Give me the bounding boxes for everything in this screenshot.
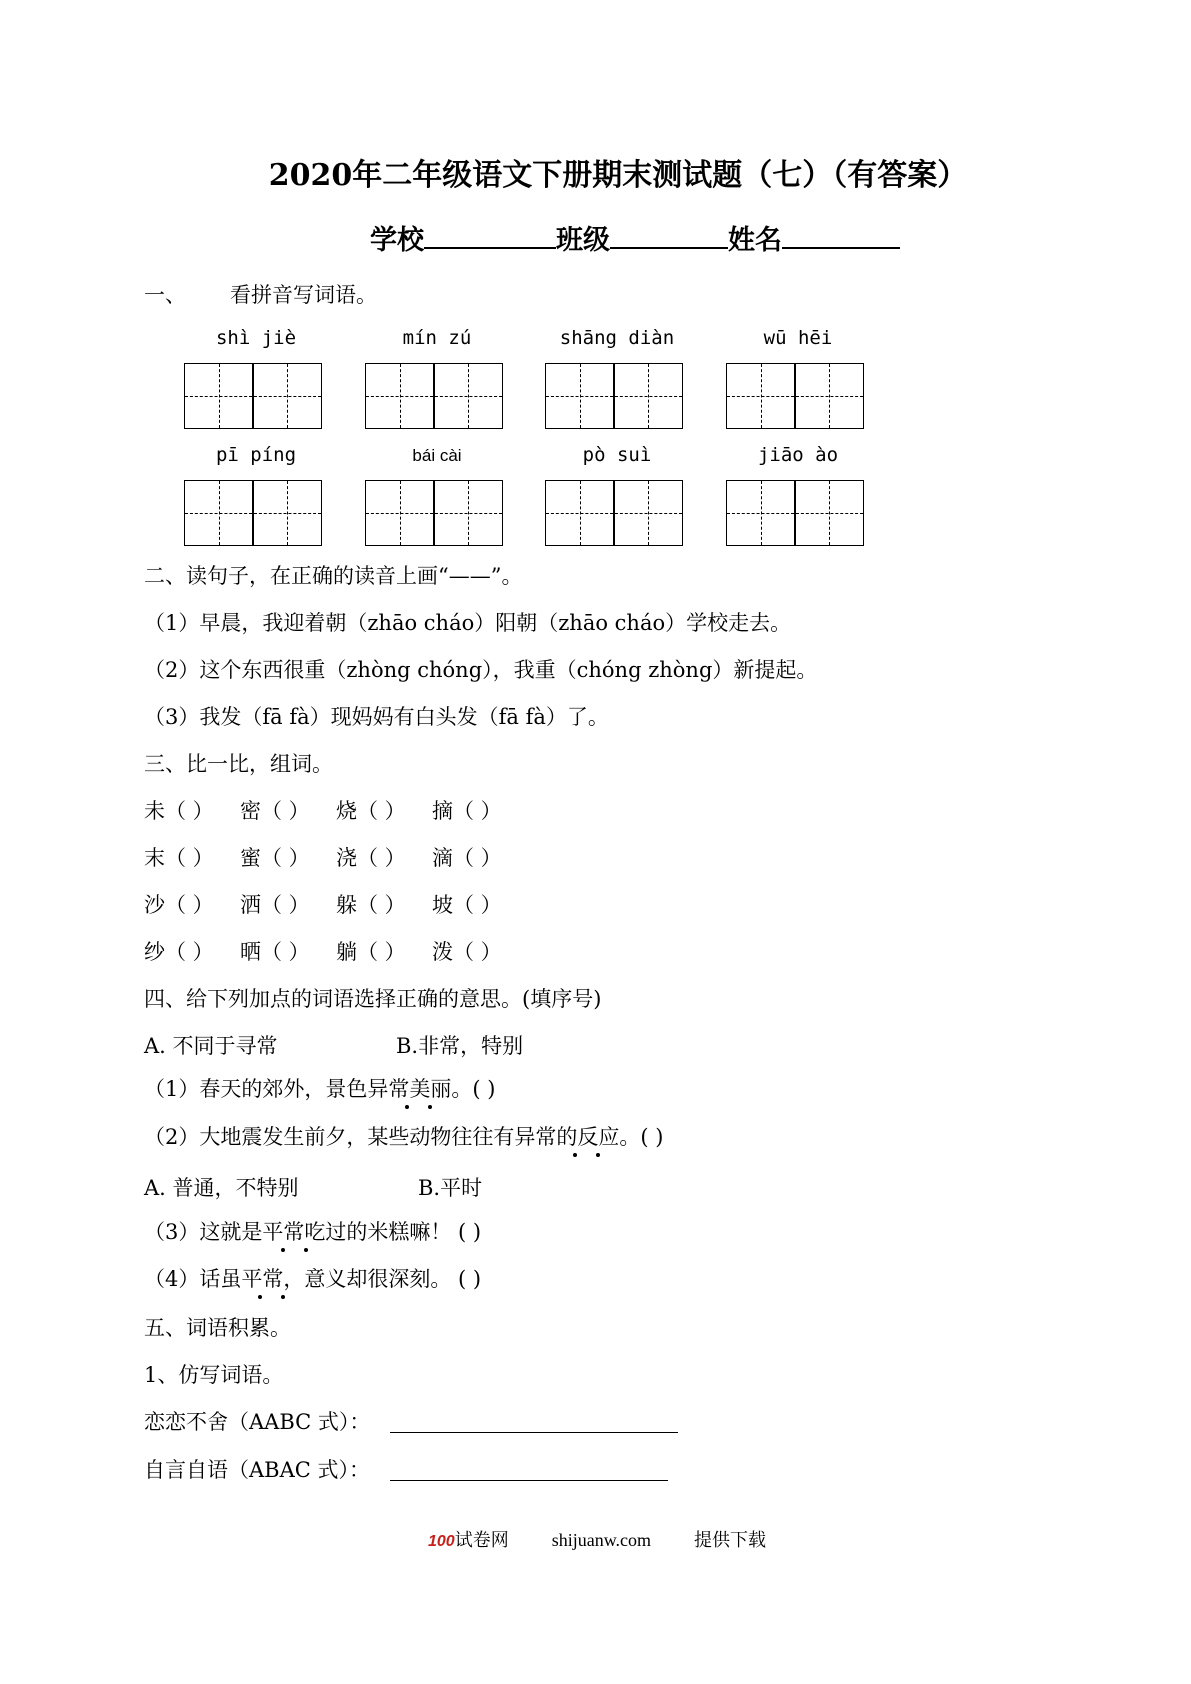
q3-cell: 蜜（ ） [240,846,310,870]
name-label: 姓名 [728,225,782,256]
emphasis-dot [428,1105,432,1109]
pinyin-label: shāng diàn [559,327,675,349]
q4-item: （2）大地震发生前夕，某些动物往往有异常的反应。( ) [144,1125,664,1149]
q4-option-a: A. 普通，不特别 [144,1176,299,1200]
name-blank[interactable] [782,221,900,249]
q2-item: （1）早晨，我迎着朝（zhāo cháo）阳朝（zhāo cháo）学校走去。 [144,611,792,635]
class-blank[interactable] [610,221,728,249]
writing-grid[interactable] [726,480,864,546]
emphasis-dot [304,1248,308,1252]
q4-heading: 四、给下列加点的词语选择正确的意思。(填序号) [144,987,602,1011]
pinyin-label: jiāo ào [757,444,839,466]
q3-cell: 滴（ ） [432,846,502,870]
q3-cell: 躺（ ） [336,940,406,964]
school-blank[interactable] [424,221,556,249]
writing-grid[interactable] [545,480,683,546]
page-title: 2020年二年级语文下册期末测试题（七）（有答案） [268,158,968,193]
student-info [370,218,900,257]
q5-item: 自言自语（ABAC 式）： [144,1458,371,1482]
emphasis-dot [281,1248,285,1252]
q4-item: （4）话虽平常，意义却很深刻。 ( ) [144,1267,482,1291]
q4-option-b: B.平时 [418,1176,483,1200]
site-logo: 100 [428,1533,455,1550]
download-note: 提供下载 [694,1530,767,1550]
q2-item: （2）这个东西很重（zhòng chóng），我重（chóng zhòng）新提起。 [144,658,818,682]
q3-cell: 烧（ ） [336,799,406,823]
class-label: 班级 [556,225,610,256]
emphasis-dot [405,1105,409,1109]
q4-option-a: A. 不同于寻常 [144,1034,278,1058]
q3-cell: 密（ ） [240,799,310,823]
q4-item: （1）春天的郊外，景色异常美丽。( ) [144,1077,496,1101]
writing-grid[interactable] [726,363,864,429]
q3-cell: 躲（ ） [336,893,406,917]
q3-heading: 三、比一比，组词。 [144,752,333,776]
footer [428,1526,766,1552]
q1-number: 一、 [144,283,186,307]
q3-cell: 晒（ ） [240,940,310,964]
q5-subheading: 1、仿写词语。 [144,1363,284,1387]
writing-grid[interactable] [365,363,503,429]
q2-heading: 二、读句子，在正确的读音上画“——”。 [144,564,523,588]
emphasis-dot [281,1295,285,1299]
q3-cell: 末（ ） [144,846,214,870]
school-label: 学校 [370,225,424,256]
emphasis-dot [258,1295,262,1299]
pinyin-label: bái cài [412,446,462,465]
q3-cell: 摘（ ） [432,799,502,823]
answer-line[interactable] [390,1432,678,1433]
writing-grid[interactable] [545,363,683,429]
q3-cell: 坡（ ） [432,893,502,917]
pinyin-label: wū hēi [763,327,833,349]
pinyin-label: pò suì [582,444,652,466]
q3-cell: 沙（ ） [144,893,214,917]
q5-item: 恋恋不舍（AABC 式）： [144,1410,371,1434]
q4-option-b: B.非常，特别 [396,1034,524,1058]
site-url[interactable]: shijuanw.com [551,1530,652,1550]
emphasis-dot [596,1153,600,1157]
writing-grid[interactable] [184,480,322,546]
pinyin-label: shì jiè [215,327,297,349]
writing-grid[interactable] [184,363,322,429]
pinyin-label: pī píng [215,444,297,466]
q4-item: （3）这就是平常吃过的米糕嘛！ ( ) [144,1220,482,1244]
site-name: 试卷网 [454,1530,509,1550]
q3-cell: 未（ ） [144,799,214,823]
q3-cell: 浇（ ） [336,846,406,870]
q5-heading: 五、词语积累。 [144,1316,291,1340]
q1-heading: 看拼音写词语。 [230,283,377,307]
pinyin-label: mín zú [402,327,472,349]
q3-cell: 纱（ ） [144,940,214,964]
answer-line[interactable] [390,1480,668,1481]
q3-cell: 洒（ ） [240,893,310,917]
writing-grid[interactable] [365,480,503,546]
emphasis-dot [573,1153,577,1157]
q3-cell: 泼（ ） [432,940,502,964]
q2-item: （3）我发（fā fà）现妈妈有白头发（fā fà）了。 [144,705,609,729]
